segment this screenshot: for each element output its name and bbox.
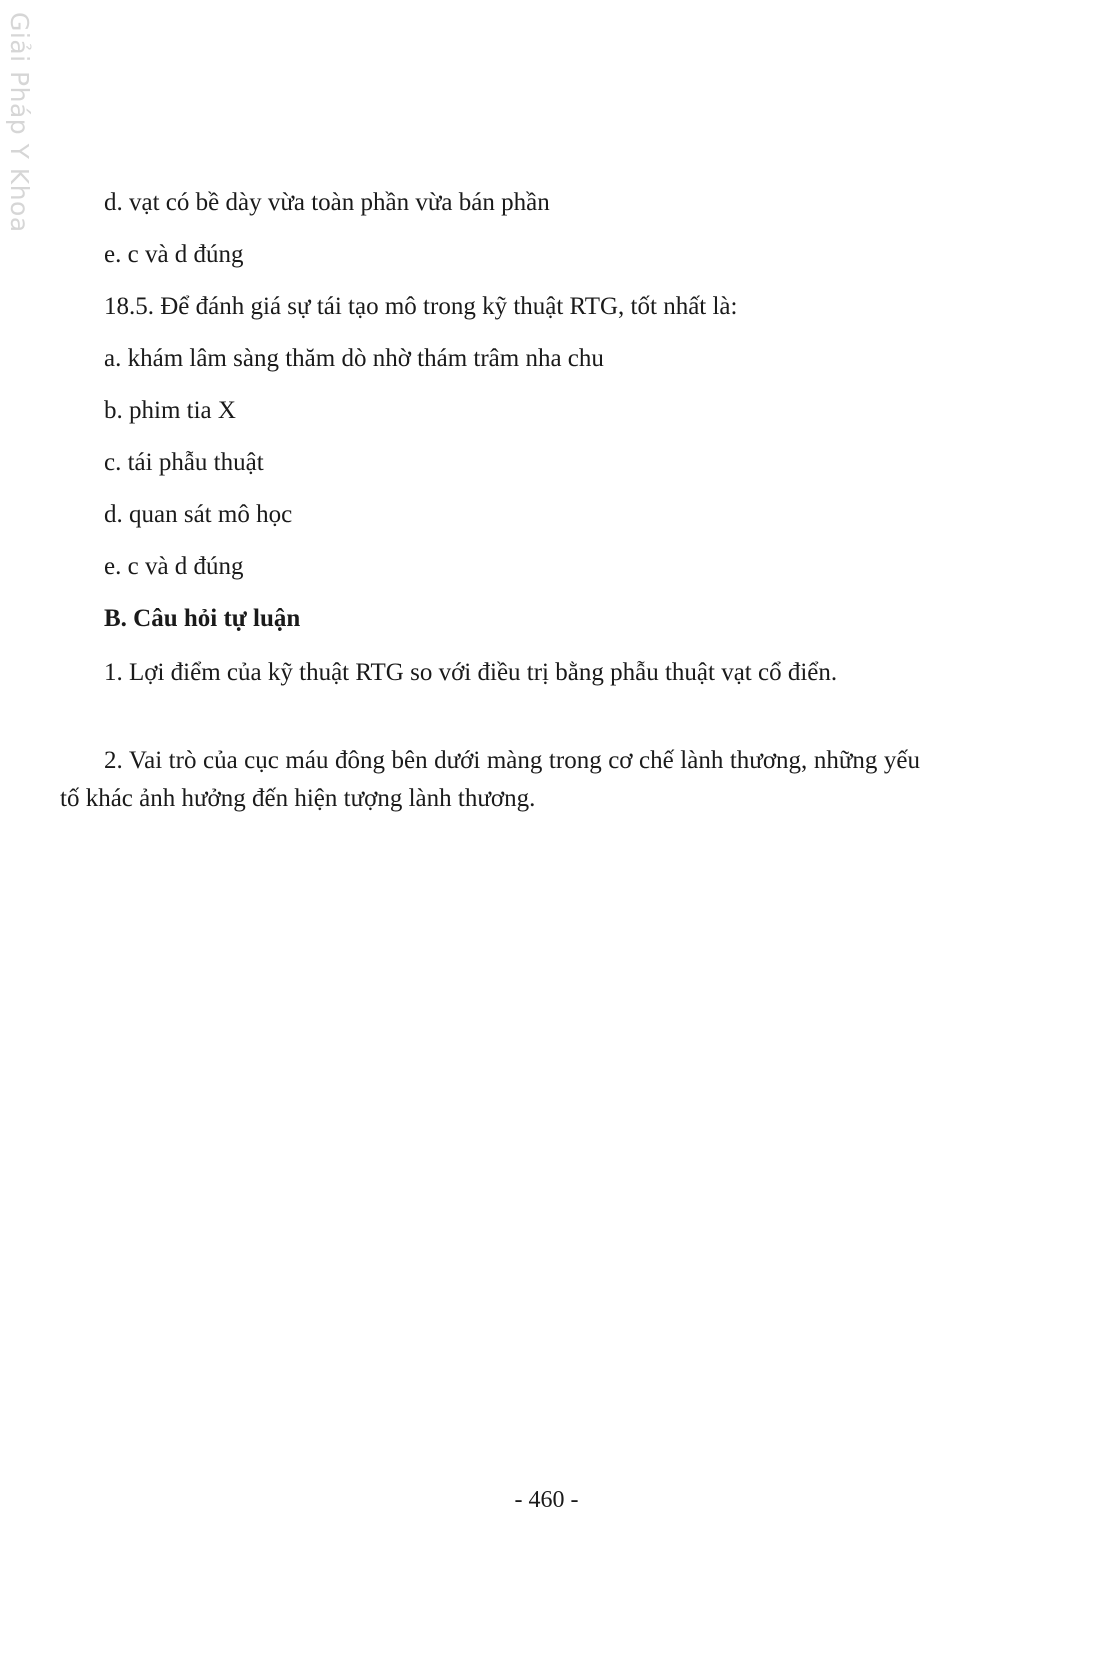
answer-option-e-prev: e. c và d đúng	[104, 241, 244, 268]
answer-option-d-prev: d. vạt có bề dày vừa toàn phần vừa bán phần	[104, 189, 550, 216]
section-heading: B. Câu hỏi tự luận	[104, 605, 301, 632]
essay-question-1: 1. Lợi điểm của kỹ thuật RTG so với điều trị bằng phẫu thuật vạt cổ điển.	[104, 659, 838, 686]
answer-option-e: e. c và d đúng	[104, 553, 244, 580]
answer-option-b: b. phim tia X	[104, 397, 236, 424]
question-18-5: 18.5. Để đánh giá sự tái tạo mô trong kỹ thuật RTG, tốt nhất là:	[104, 293, 738, 320]
essay-question-2: 2. Vai trò của cục máu đông bên dưới màng trong cơ chế lành thương, những yếu tố khác ảnh hưởng đến hiện tượng lành thương.	[60, 747, 920, 812]
watermark-text: Giải Pháp Y Khoa	[5, 12, 34, 233]
answer-option-d: d. quan sát mô học	[104, 501, 293, 528]
answer-option-a: a. khám lâm sàng thăm dò nhờ thám trâm nha chu	[104, 345, 604, 372]
document-page	[60, 0, 920, 1670]
answer-option-c: c. tái phẫu thuật	[104, 449, 264, 476]
page-number: - 460 -	[514, 1487, 579, 1513]
